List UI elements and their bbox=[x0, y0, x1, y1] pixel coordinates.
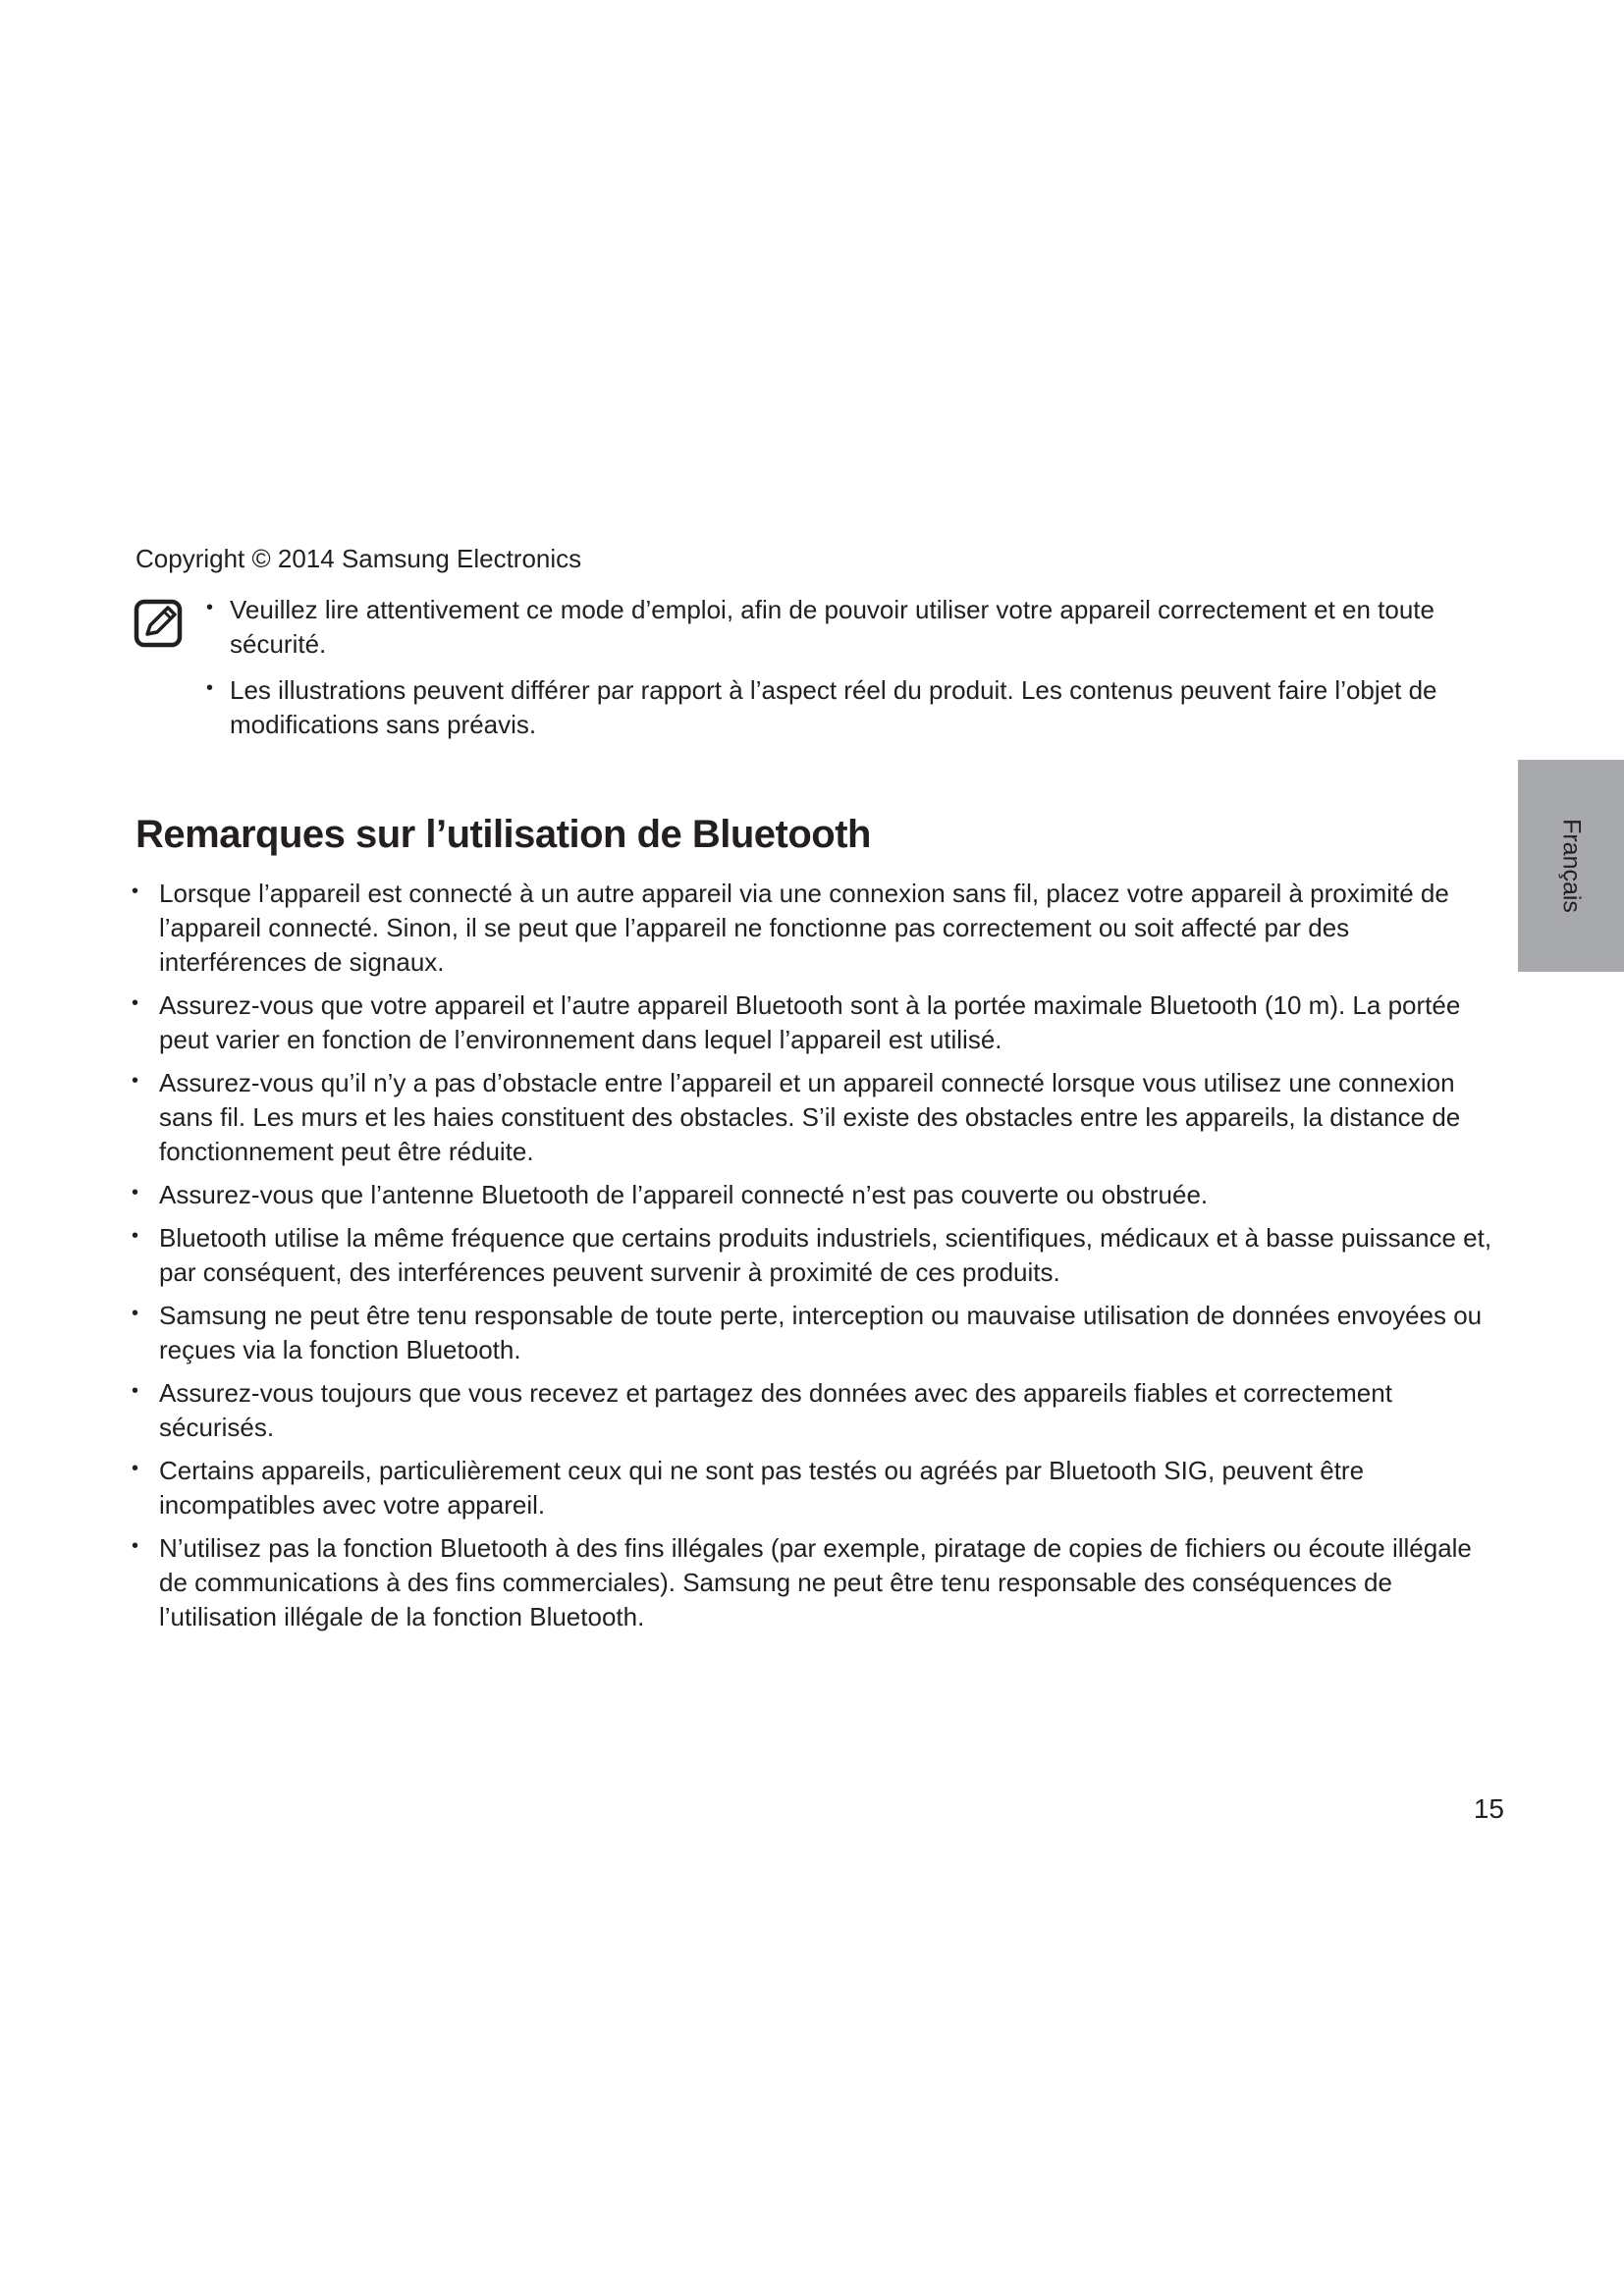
page-number: 15 bbox=[1473, 1793, 1504, 1824]
list-item: • Lorsque l’appareil est connecté à un autre appareil via une connexion sans fil, placez votre appareil à proximité de l’appareil connecté. Sinon, il se peut que l’appareil ne fonctionne pas correctement ou soit affecté par des interférences de signaux. bbox=[132, 877, 1496, 980]
language-tab-label: Français bbox=[1557, 819, 1586, 913]
note-pencil-icon bbox=[134, 598, 185, 649]
list-item: • Samsung ne peut être tenu responsable de toute perte, interception ou mauvaise utilisation de données envoyées ou reçues via la fonction Bluetooth. bbox=[132, 1299, 1496, 1367]
language-tab bbox=[1518, 760, 1624, 972]
list-item: • Bluetooth utilise la même fréquence que certains produits industriels, scientifiques, médicaux et à basse puissance et, par conséquent, des interférences peuvent survenir à proximité de ces produits. bbox=[132, 1221, 1496, 1290]
note-list bbox=[206, 593, 1492, 754]
note-item: • Veuillez lire attentivement ce mode d’emploi, afin de pouvoir utiliser votre appareil correctement et en toute sécurité. bbox=[206, 593, 1492, 662]
copyright-notice: Copyright © 2014 Samsung Electronics bbox=[135, 544, 582, 573]
list-item: • Assurez-vous que l’antenne Bluetooth de l’appareil connecté n’est pas couverte ou obstruée. bbox=[132, 1178, 1496, 1212]
list-item: • Assurez-vous que votre appareil et l’autre appareil Bluetooth sont à la portée maximale Bluetooth (10 m). La portée peut varier en fonction de l’environnement dans lequel l’appareil est utilisé. bbox=[132, 988, 1496, 1057]
list-item: • Assurez-vous toujours que vous recevez et partagez des données avec des appareils fiables et correctement sécurisés. bbox=[132, 1376, 1496, 1445]
list-item: • N’utilisez pas la fonction Bluetooth à des fins illégales (par exemple, piratage de copies de fichiers ou écoute illégale de communications à des fins commerciales). Samsung ne peut être tenu responsable des conséquences de l’utilisation illégale de la fonction Bluetooth. bbox=[132, 1531, 1496, 1634]
section-title: Remarques sur l’utilisation de Bluetooth bbox=[135, 813, 871, 856]
bluetooth-notes-list bbox=[132, 877, 1496, 1643]
note-item: • Les illustrations peuvent différer par rapport à l’aspect réel du produit. Les contenus peuvent faire l’objet de modifications sans préavis. bbox=[206, 673, 1492, 742]
list-item: • Assurez-vous qu’il n’y a pas d’obstacle entre l’appareil et un appareil connecté lorsque vous utilisez une connexion sans fil. Les murs et les haies constituent des obstacles. S’il existe des obstacles entre les appareils, la distance de fonctionnement peut être réduite. bbox=[132, 1066, 1496, 1169]
list-item: • Certains appareils, particulièrement ceux qui ne sont pas testés ou agréés par Bluetooth SIG, peuvent être incompatibles avec votre appareil. bbox=[132, 1454, 1496, 1522]
